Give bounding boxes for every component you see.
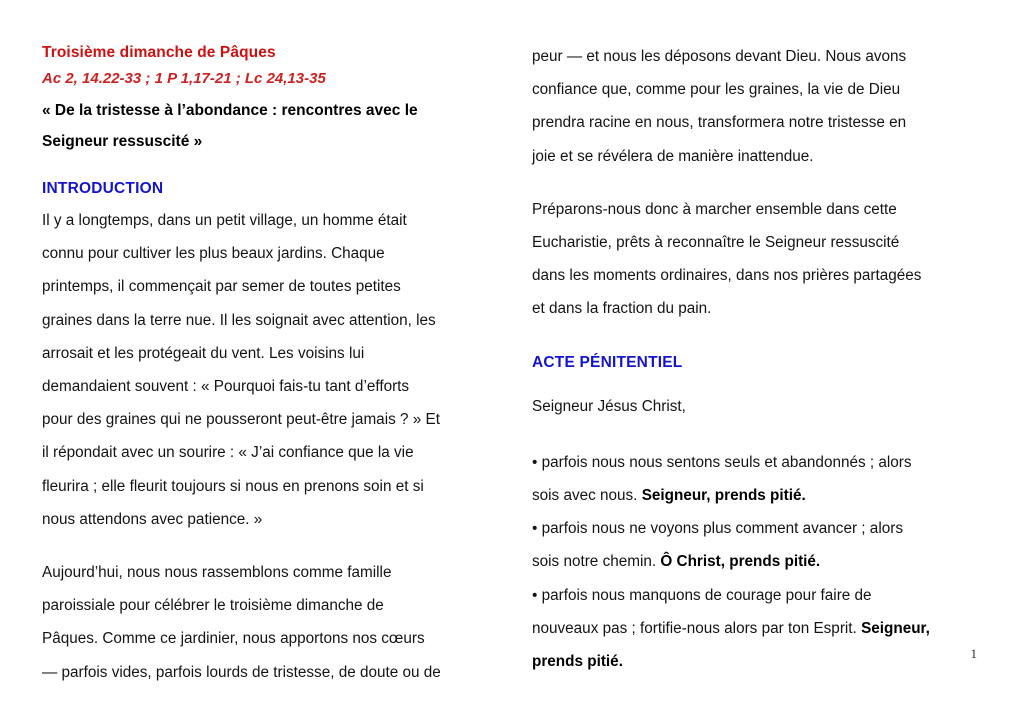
text-line: fleurira ; elle fleurit toujours si nous en prenons soin et si: [42, 477, 424, 495]
page-number: 1: [970, 646, 977, 661]
text-line: paroissiale pour célébrer le troisième dimanche de: [42, 597, 384, 615]
bullet-line-1: • parfois nous ne voyons plus comment avancer ; alors: [532, 520, 903, 538]
intro-paragraph-1: [42, 204, 497, 536]
text-line: prendra racine en nous, transformera notre tristesse en: [532, 114, 907, 132]
section-heading-acte-penitentiel: ACTE PÉNITENTIEL: [532, 353, 683, 371]
theme-title-line-1: « De la tristesse à l’abondance : rencontres avec le: [42, 102, 418, 119]
bullet-line-2-plain: sois avec nous.: [532, 487, 642, 505]
text-line: Préparons-nous donc à marcher ensemble dans cette: [532, 200, 897, 218]
continued-paragraph-1: [532, 40, 987, 173]
text-line: Pâques. Comme ce jardinier, nous apportons nos cœurs: [42, 630, 425, 648]
bullet-response-bold-continued: prends pitié.: [532, 653, 623, 671]
theme-title-line-2: Seigneur ressuscité »: [42, 133, 203, 150]
bullet-line-1: • parfois nous manquons de courage pour faire de: [532, 586, 872, 604]
text-line: demandaient souvent : « Pourquoi fais-tu tant d’efforts: [42, 378, 410, 396]
bullet-line-1: • parfois nous nous sentons seuls et abandonnés ; alors: [532, 453, 912, 471]
text-line: printemps, il commençait par semer de toutes petites: [42, 278, 401, 296]
bullet-response-bold: Ô Christ, prends pitié.: [660, 553, 821, 571]
left-column: [42, 40, 497, 689]
bullet-response-bold: Seigneur, prends pitié.: [641, 487, 806, 505]
text-line: arrosait et les protégeait du vent. Les voisins lui: [42, 344, 365, 362]
list-item: [532, 446, 987, 512]
list-item: [532, 512, 987, 578]
text-line: pour des graines qui ne pousseront peut-être jamais ? » Et: [42, 411, 440, 429]
text-line: Eucharistie, prêts à reconnaître le Seigneur ressuscité: [532, 234, 900, 252]
text-line: connu pour cultiver les plus beaux jardins. Chaque: [42, 245, 385, 263]
right-column: [532, 40, 987, 678]
text-line: il répondait avec un sourire : « J’ai confiance que la vie: [42, 444, 414, 462]
penitential-bullet-list: [532, 446, 987, 678]
penitential-invocation: Seigneur Jésus Christ,: [532, 397, 686, 415]
continued-paragraph-2: [532, 193, 987, 326]
list-item: [532, 579, 987, 679]
bullet-line-2-plain: sois notre chemin.: [532, 553, 661, 571]
text-line: Aujourd’hui, nous nous rassemblons comme famille: [42, 564, 392, 582]
text-line: peur — et nous les déposons devant Dieu. Nous avons: [532, 48, 907, 65]
text-line: et dans la fraction du pain.: [532, 300, 712, 318]
text-line: Il y a longtemps, dans un petit village, un homme était: [42, 212, 407, 229]
document-title: Troisième dimanche de Pâques: [42, 44, 276, 61]
theme-title: [42, 95, 497, 157]
bullet-response-bold: Seigneur,: [861, 619, 930, 637]
text-line: dans les moments ordinaires, dans nos prières partagées: [532, 267, 922, 285]
bullet-line-2-plain: nouveaux pas ; fortifie-nous alors par ton Esprit.: [532, 619, 862, 637]
text-line: nous attendons avec patience. »: [42, 510, 263, 528]
text-line: confiance que, comme pour les graines, la vie de Dieu: [532, 81, 901, 99]
text-line: graines dans la terre nue. Il les soignait avec attention, les: [42, 311, 436, 329]
intro-paragraph-2: [42, 556, 497, 689]
text-line: — parfois vides, parfois lourds de tristesse, de doute ou de: [42, 663, 441, 681]
text-line: joie et se révélera de manière inattendue.: [532, 147, 814, 165]
scripture-citation: Ac 2, 14.22-33 ; 1 P 1,17-21 ; Lc 24,13-35: [42, 70, 326, 87]
section-heading-introduction: INTRODUCTION: [42, 180, 164, 197]
